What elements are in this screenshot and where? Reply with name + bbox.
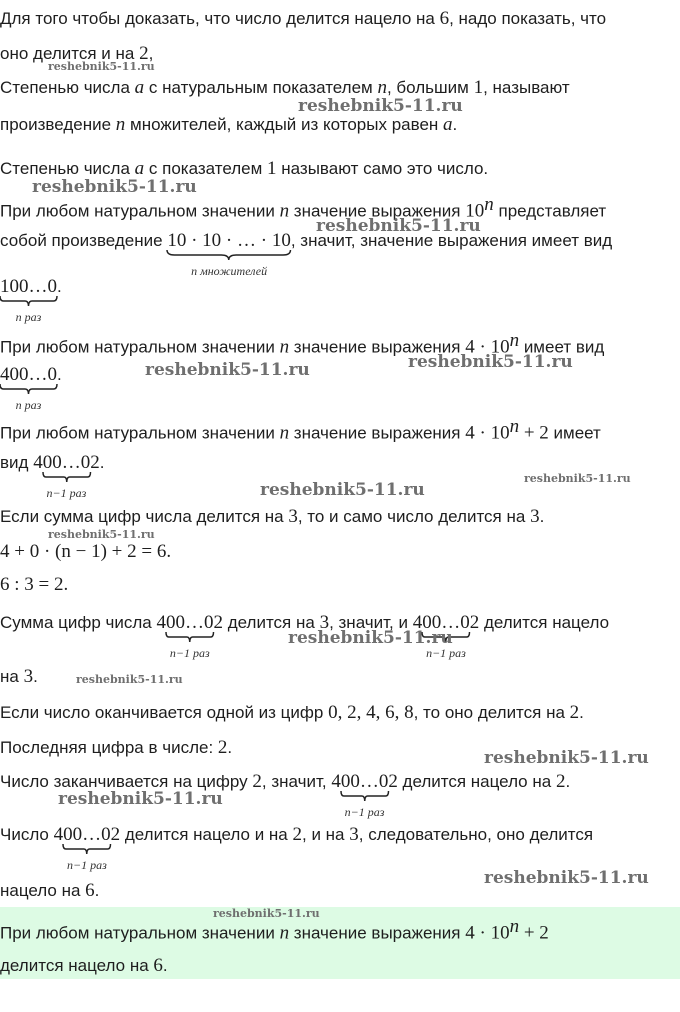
- watermark: reshebnik5-11.ru: [32, 177, 197, 197]
- math-number: 4: [412, 612, 423, 633]
- text: с натуральным показателем: [148, 78, 373, 97]
- text: Последняя цифра в числе:: [0, 738, 214, 757]
- math-number: 4: [33, 452, 43, 473]
- math-number: 2: [110, 824, 121, 845]
- text: Степенью числа: [0, 78, 130, 97]
- math-number: 6: [153, 955, 163, 976]
- text: делится нацело: [483, 613, 610, 632]
- text-line-13: [0, 506, 544, 528]
- math-var: a: [134, 158, 145, 179]
- text: на: [0, 667, 19, 686]
- math-number: 4: [331, 771, 341, 792]
- math-number: 4: [53, 824, 64, 845]
- text: называют само это число.: [281, 159, 489, 178]
- math-number: 3: [23, 666, 34, 687]
- watermark: reshebnik5-11.ru: [260, 480, 425, 500]
- underbrace-number: [0, 276, 57, 324]
- underbrace-number: [422, 612, 470, 660]
- text: , то оно делится на: [413, 703, 565, 722]
- math-number: 10: [465, 200, 485, 222]
- math-number: 3: [530, 506, 540, 527]
- text: представляет: [498, 201, 607, 221]
- brace-label: n−1 раз: [344, 805, 385, 819]
- math-number: 2: [252, 771, 262, 792]
- math-number: 3: [288, 506, 298, 527]
- math-number: 00…0: [422, 612, 470, 633]
- brace-label: n раз: [15, 398, 42, 412]
- math-expr: + 2: [523, 922, 549, 944]
- text: При любом натуральном значении: [0, 201, 275, 221]
- text-line-21: [0, 824, 594, 872]
- math-number: 2: [388, 771, 398, 792]
- math-number: 400…0: [0, 364, 57, 385]
- text: .: [452, 115, 458, 134]
- math-expr: 4 · 10: [465, 922, 510, 944]
- text: При любом натуральном значении: [0, 423, 275, 443]
- watermark: reshebnik5-11.ru: [58, 789, 223, 809]
- text: , значит, значение выражения имеет вид: [290, 231, 613, 250]
- text-line-17: [0, 666, 38, 688]
- text: значение выражения: [293, 337, 461, 357]
- math-number: 2: [292, 824, 302, 845]
- math-var: n: [115, 114, 126, 135]
- text-line-1: [0, 8, 606, 30]
- math-var: n: [377, 77, 387, 98]
- math-equation: 6 : 3 = 2.: [0, 574, 69, 595]
- text-line-9: [0, 330, 604, 359]
- text: Степенью числа: [0, 159, 130, 178]
- text: значение выражения: [293, 423, 461, 443]
- math-expr: 4 · 10: [465, 336, 510, 358]
- underbrace-number: [42, 452, 91, 500]
- underbrace-number: [166, 612, 214, 660]
- math-var: a: [134, 77, 145, 98]
- brace-label: n−1 раз: [169, 646, 210, 660]
- brace-label: n−1 раз: [67, 858, 107, 872]
- math-exponent: n: [484, 194, 494, 215]
- text: делится нацело на: [402, 772, 552, 791]
- text: , следовательно, оно делится: [358, 825, 594, 844]
- math-var: a: [443, 114, 453, 135]
- text: вид: [0, 453, 29, 472]
- brace-label: n множителей: [191, 264, 268, 278]
- text: с показателем: [148, 159, 263, 178]
- math-number: 00…0: [340, 771, 389, 792]
- watermark: reshebnik5-11.ru: [76, 673, 183, 686]
- math-number: 1: [473, 77, 484, 98]
- math-number: 2: [213, 612, 223, 633]
- text: .: [565, 772, 571, 791]
- text: произведение: [0, 115, 112, 134]
- text: Число заканчивается на цифру: [0, 772, 248, 791]
- text: , то и само число делится на: [297, 507, 526, 526]
- math-var: n: [279, 200, 290, 222]
- conclusion-line-1: [0, 916, 549, 945]
- text-line-11: [0, 416, 601, 445]
- underbrace-number: [63, 824, 111, 872]
- watermark: reshebnik5-11.ru: [484, 868, 649, 888]
- text: , и на: [302, 825, 345, 844]
- text-line-18: [0, 702, 584, 724]
- math-number: 4: [156, 612, 166, 633]
- math-number: 2: [217, 737, 228, 758]
- text: значение выражения: [293, 201, 461, 221]
- text: .: [162, 956, 168, 975]
- text-line-12: [0, 452, 105, 500]
- text-line-10: [0, 364, 62, 412]
- text: значение выражения: [293, 923, 461, 943]
- brace-label: n раз: [15, 310, 42, 324]
- text: .: [539, 507, 545, 526]
- text: Сумма цифр числа: [0, 613, 152, 632]
- underbrace-product: [167, 230, 291, 278]
- text-line-5: [0, 158, 488, 180]
- text: .: [579, 703, 584, 722]
- text-line-19: [0, 737, 232, 759]
- brace-label: n−1 раз: [426, 646, 466, 660]
- watermark: reshebnik5-11.ru: [288, 628, 453, 648]
- math-number: 6: [85, 880, 95, 901]
- math-var: n: [279, 336, 290, 358]
- text: Число: [0, 825, 49, 844]
- math-number: 2: [555, 771, 566, 792]
- watermark: reshebnik5-11.ru: [408, 352, 573, 372]
- watermark: reshebnik5-11.ru: [298, 96, 463, 116]
- math-number: 2: [139, 43, 149, 64]
- text-line-22: [0, 880, 99, 902]
- text: .: [94, 881, 100, 900]
- text: делится на: [227, 613, 315, 632]
- text: .: [57, 365, 62, 384]
- text: собой произведение: [0, 231, 163, 250]
- math-exponent: n: [509, 416, 520, 437]
- math-number: 3: [319, 612, 330, 633]
- text: делится нацело на: [0, 956, 149, 975]
- text: нацело на: [0, 881, 81, 900]
- math-number: 3: [349, 824, 359, 845]
- text: При любом натуральном значении: [0, 337, 275, 357]
- math-var: n: [279, 422, 290, 444]
- text: Если сумма цифр числа делится на: [0, 507, 284, 526]
- text: , надо показать, что: [449, 9, 607, 28]
- math-expr: + 2: [523, 422, 549, 444]
- text-line-14: [0, 541, 171, 563]
- text: , большим: [386, 78, 469, 97]
- math-number: 00…0: [42, 452, 91, 473]
- text: множителей, каждый из которых равен: [130, 115, 439, 134]
- math-number: 00…0: [166, 612, 214, 633]
- text: ,: [148, 44, 154, 63]
- text: .: [99, 453, 105, 472]
- text: , называют: [483, 78, 570, 97]
- underbrace-number: [340, 771, 389, 819]
- watermark: reshebnik5-11.ru: [484, 748, 649, 768]
- text: При любом натуральном значении: [0, 923, 275, 943]
- math-equation: 4 + 0 · (n − 1) + 2 = 6.: [0, 541, 172, 562]
- math-product: 10 · 10 · … · 10: [167, 230, 291, 251]
- text: имеет: [553, 423, 601, 443]
- watermark: reshebnik5-11.ru: [316, 216, 481, 236]
- text: .: [33, 667, 38, 686]
- watermark: reshebnik5-11.ru: [145, 360, 310, 380]
- watermark: reshebnik5-11.ru: [524, 472, 631, 485]
- text: .: [57, 277, 62, 296]
- math-number: 2: [90, 452, 100, 473]
- math-exponent: n: [509, 330, 520, 351]
- math-number: 00…0: [63, 824, 111, 845]
- text: .: [227, 738, 233, 757]
- math-exponent: n: [509, 916, 520, 937]
- watermark: reshebnik5-11.ru: [48, 528, 155, 541]
- text-line-8: [0, 276, 62, 324]
- text-line-2: [0, 43, 153, 65]
- math-number: 2: [569, 702, 580, 723]
- math-expr: 4 · 10: [465, 422, 510, 444]
- math-number: 1: [267, 158, 277, 179]
- math-var: n: [279, 922, 290, 944]
- conclusion-line-2: [0, 955, 168, 977]
- watermark: reshebnik5-11.ru: [48, 60, 155, 73]
- watermark: reshebnik5-11.ru: [213, 907, 320, 920]
- brace-label: n−1 раз: [46, 486, 87, 500]
- math-digits: 0, 2, 4, 6, 8: [328, 702, 414, 723]
- text-line-15: [0, 574, 68, 596]
- text: Для того чтобы доказать, что число делится нацело на: [0, 9, 435, 28]
- text: оно делится и на: [0, 44, 135, 63]
- text: делится нацело и на: [124, 825, 288, 844]
- text-line-3: [0, 77, 570, 99]
- text: , значит,: [261, 772, 327, 791]
- text: , значит, и: [329, 613, 408, 632]
- underbrace-number: [0, 364, 57, 412]
- math-number: 2: [469, 612, 480, 633]
- text: имеет вид: [523, 337, 605, 357]
- text-line-6: [0, 194, 606, 223]
- text-line-7: [0, 230, 613, 278]
- math-number: 6: [439, 8, 450, 29]
- math-number: 100…0: [0, 276, 57, 297]
- text: Если число оканчивается одной из цифр: [0, 703, 324, 722]
- text-line-4: [0, 114, 457, 136]
